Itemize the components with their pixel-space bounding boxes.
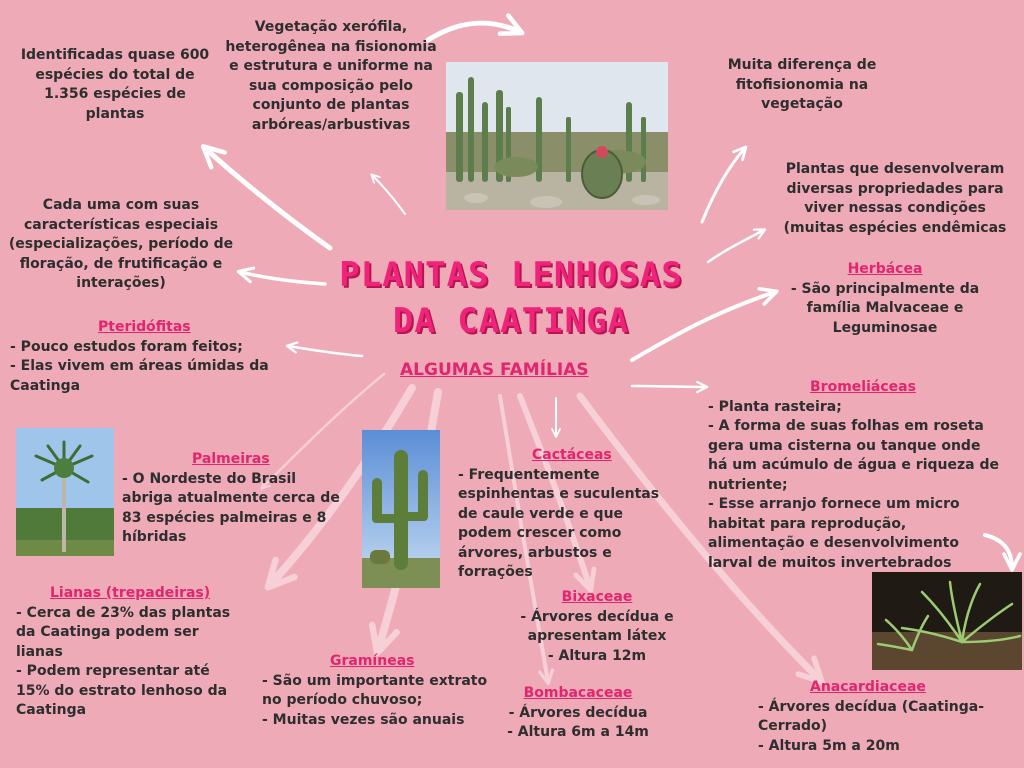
family-herbacea-name: Herbácea (847, 261, 923, 277)
arrow-curved-top (428, 23, 520, 40)
bromeliad-image (872, 572, 1022, 670)
family-bombacaceae-name: Bombacaceae (523, 685, 633, 701)
subtitle: ALGUMAS FAMÍLIAS (400, 360, 589, 380)
family-pteridofitas (10, 318, 276, 396)
note-adapted: Plantas que desenvolveram diversas propriedades para viver nessas condições (muitas espécies endêmicas (783, 161, 1007, 236)
family-herbacea-text: - São principalmente da família Malvaceae e Leguminosae (790, 280, 980, 336)
arrow-to-adapted (708, 230, 764, 262)
family-palmeiras (122, 450, 344, 548)
main-title (318, 252, 704, 344)
family-anacardiaceae-line: - Árvores decídua (Caatinga-Cerrado) (758, 698, 985, 734)
family-gramineas (262, 652, 488, 730)
note-vegetation: Vegetação xerófila, heterogênea na fisionomia e estrutura e uniforme na sua composição pelo conjunto de plantas arbóreas/arbustivas (225, 19, 437, 133)
family-pteridofitas-line: - Pouco estudos foram feitos; (10, 338, 243, 355)
family-anacardiaceae-line: - Altura 5m a 20m (758, 737, 900, 754)
main-title-line2: DA CAATINGA (392, 301, 630, 341)
family-anacardiaceae-name: Anacardiaceae (810, 679, 926, 695)
family-palmeiras-name: Palmeiras (192, 451, 270, 467)
arrow-to-special (240, 272, 325, 284)
family-bombacaceae-line: - Altura 6m a 14m (507, 724, 649, 740)
family-palmeiras-text: - O Nordeste do Brasil abriga atualmente cerca de 83 espécies palmeiras e 8 híbridas (122, 470, 340, 545)
family-lianas-line: - Podem representar até 15% do estrato lenhoso da Caatinga (16, 663, 228, 718)
family-bixaceae (514, 588, 680, 666)
note-special: Cada uma com suas características especiais (especializações, período de floração, de frutificação e interações) (8, 197, 234, 291)
family-bombacaceae (500, 684, 656, 743)
family-cactaceas (458, 446, 676, 583)
cactus-image (362, 430, 440, 588)
family-bixaceae-name: Bixaceae (561, 589, 633, 605)
family-cactaceas-text: - Frequentemente espinhentas e suculentas de caule verde e que podem crescer como árvores, arbustos e forrações (458, 466, 660, 580)
arrow-to-bromeliaceas (632, 386, 706, 387)
family-anacardiaceae (758, 678, 990, 756)
family-herbacea (784, 260, 986, 338)
note-physiognomy: Muita diferença de fitofisionomia na vegetação (727, 57, 877, 112)
family-bixaceae-line: - Árvores decídua e apresentam látex (520, 608, 674, 644)
arrow-to-pteridofitas (288, 346, 362, 356)
family-gramineas-line: - São um importante extrato no período chuvoso; (262, 672, 488, 708)
family-bromeliaceas (708, 378, 1004, 573)
arrow-to-vegetation (372, 175, 405, 214)
family-pteridofitas-name: Pteridófitas (98, 319, 191, 335)
family-lianas-name: Lianas (trepadeiras) (50, 585, 211, 601)
palm-tree-image (16, 428, 114, 556)
family-bromeliaceas-line: - A forma de suas folhas em roseta gera uma cisterna ou tanque onde há um acúmulo de água e riqueza de nutriente; (708, 418, 999, 493)
family-bombacaceae-line: - Árvores decídua (508, 704, 648, 721)
family-bromeliaceas-line: - Esse arranjo fornece um micro habitat para reprodução, alimentação e desenvolvimento larval de muitos invertebrados (708, 496, 960, 571)
family-cactaceas-name: Cactáceas (532, 447, 612, 463)
family-bromeliaceas-name: Bromeliáceas (810, 379, 916, 395)
family-pteridofitas-line: - Elas vivem em áreas úmidas da Caatinga (10, 358, 269, 394)
family-bixaceae-line: - Altura 12m (547, 647, 647, 664)
family-gramineas-line: - Muitas vezes são anuais (262, 711, 465, 728)
family-gramineas-name: Gramíneas (330, 653, 415, 669)
note-species-count: Identificadas quase 600 espécies do total de 1.356 espécies de plantas (20, 47, 210, 122)
caatinga-landscape-image (446, 62, 668, 210)
family-lianas-line: - Cerca de 23% das plantas da Caatinga podem ser lianas (16, 604, 231, 660)
family-lianas (16, 584, 240, 721)
arrow-to-physiognomy (702, 148, 745, 222)
family-bromeliaceas-line: - Planta rasteira; (708, 398, 842, 415)
main-title-line1: PLANTAS LENHOSAS (339, 255, 683, 295)
